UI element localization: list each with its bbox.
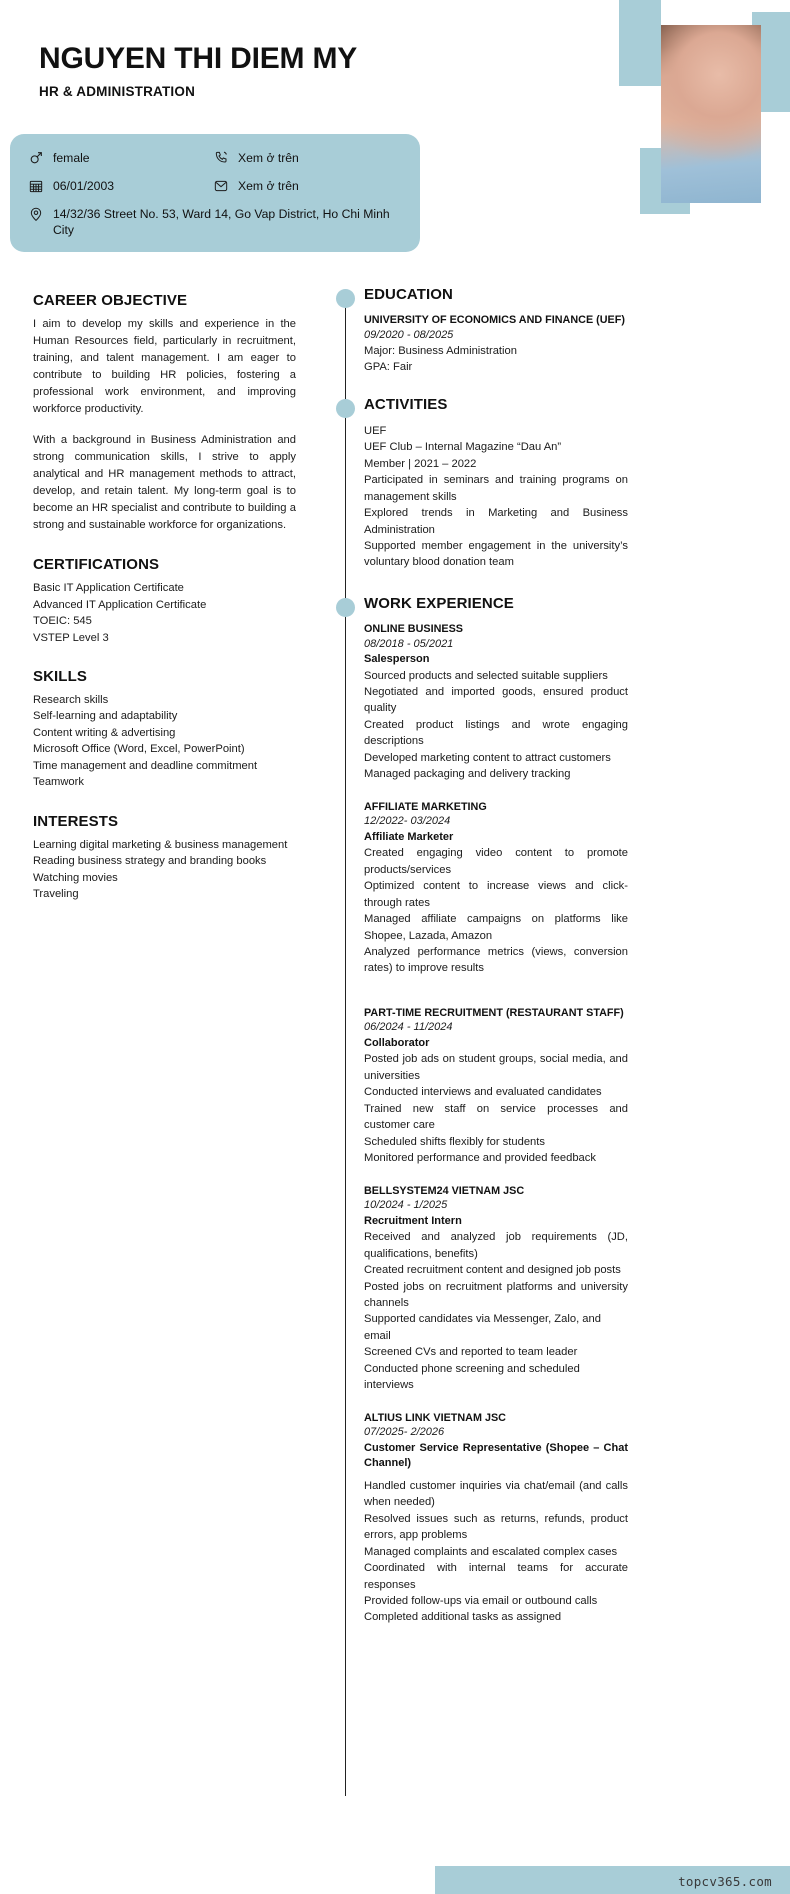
timeline-dot-education [336,289,355,308]
work-date: 07/2025- 2/2026 [364,1426,445,1439]
list-item: Reading business strategy and branding books [33,855,267,868]
contact-birthdate-value: 06/01/2003 [53,179,114,194]
work-role: Collaborator [364,1036,430,1049]
work-entry [364,800,628,977]
section-education [364,286,628,376]
work-date: 12/2022- 03/2024 [364,815,451,828]
work-bullets [364,1478,628,1626]
work-experience-heading: WORK EXPERIENCE [364,594,514,612]
list-item: Member | 2021 – 2022 [364,457,477,470]
list-item: Basic IT Application Certificate [33,582,184,595]
list-item: Created engaging video content to promote products/services [364,847,628,876]
timeline-line [345,296,346,1796]
work-entry [364,1006,628,1167]
list-item: Microsoft Office (Word, Excel, PowerPoint) [33,743,245,756]
list-item: Created product listings and wrote engaging descriptions [364,718,628,748]
work-role: Customer Service Representative (Shopee – Chat Channel) [364,1441,628,1470]
contact-email-value: Xem ở trên [238,179,299,194]
job-title: HR & ADMINISTRATION [39,84,196,99]
list-item: Screened CVs and reported to team leader [364,1346,578,1359]
list-item: Posted job ads on student groups, social media, and universities [364,1053,628,1082]
list-item: UEF [364,424,387,437]
list-item: Analyzed performance metrics (views, conversion rates) to improve results [364,945,628,975]
contact-address [28,206,402,238]
list-item: Resolved issues such as returns, refunds, product errors, app problems [364,1512,628,1542]
list-item: Traveling [33,888,79,901]
section-work-experience [364,595,628,1626]
contact-birthdate [28,178,213,194]
list-item: Sourced products and selected suitable suppliers [364,669,608,682]
work-org: PART-TIME RECRUITMENT (RESTAURANT STAFF) [364,1006,624,1019]
section-activities [364,396,628,571]
career-objective-paragraph-2: With a background in Business Administration and strong communication skills, I strive to apply analytical and HR management methods to attract, develop, and retain talent. My long-term goal is to become an HR specialist and contribute to building a strong and sustainable workforce for organizations. [33,434,296,532]
list-item: UEF Club – Internal Magazine “Dau An” [364,441,562,454]
education-entry [364,313,628,376]
interests-heading: INTERESTS [33,812,119,830]
list-item: Monitored performance and provided feedback [364,1152,596,1165]
list-item: Trained new staff on service processes and customer care [364,1102,628,1132]
decor-block-top-right [619,0,661,86]
calendar-icon [28,178,44,194]
certifications-heading: CERTIFICATIONS [33,556,160,574]
activities-list [364,423,628,571]
list-item: GPA: Fair [364,361,413,374]
contact-address-value: 14/32/36 Street No. 53, Ward 14, Go Vap District, Ho Chi Minh City [53,207,390,238]
contact-card [10,134,420,252]
left-column [33,292,296,925]
list-item: Content writing & advertising [33,726,176,739]
profile-photo [661,25,761,203]
list-item: Coordinated with internal teams for accurate responses [364,1562,628,1591]
work-entry [364,1411,628,1626]
location-pin-icon [28,206,44,222]
list-item: Managed packaging and delivery tracking [364,768,571,781]
work-role: Affiliate Marketer [364,830,454,843]
section-certifications [33,556,296,646]
list-item: Advanced IT Application Certificate [33,598,207,611]
gender-icon [28,150,44,166]
list-item: Participated in seminars and training programs on management skills [364,474,628,503]
contact-phone[interactable] [213,150,402,166]
list-item: Optimized content to increase views and click-through rates [364,880,628,909]
list-item: Explored trends in Marketing and Business Administration [364,507,628,536]
career-objective-paragraph-1: I aim to develop my skills and experience in the Human Resources field, particularly in recruitment, training, and talent management. I am eager to contribute to building HR policies, fostering a professional work environment, and improving workforce productivity. [33,318,296,416]
work-date: 10/2024 - 1/2025 [364,1199,448,1212]
list-item: Supported candidates via Messenger, Zalo, and email [364,1313,601,1342]
list-item: Handled customer inquiries via chat/email (and calls when needed) [364,1479,628,1509]
skills-heading: SKILLS [33,668,87,685]
timeline-dot-activities [336,399,355,418]
page-title: NGUYEN THI DIEM MY [39,42,358,75]
list-item: VSTEP Level 3 [33,631,109,644]
list-item: Managed complaints and escalated complex cases [364,1545,618,1558]
work-entry [364,622,628,783]
list-item: Learning digital marketing & business management [33,838,288,851]
list-item: Research skills [33,694,109,706]
list-item: Conducted phone screening and scheduled interviews [364,1362,580,1392]
list-item: Major: Business Administration [364,344,517,357]
education-org: UNIVERSITY OF ECONOMICS AND FINANCE (UEF) [364,314,625,326]
work-bullets [364,1229,628,1394]
work-org: AFFILIATE MARKETING [364,800,487,813]
list-item: Watching movies [33,871,118,884]
interests-list [33,837,296,903]
work-bullets [364,668,628,783]
education-date: 09/2020 - 08/2025 [364,328,454,341]
section-interests [33,813,296,903]
list-item: Posted jobs on recruitment platforms and university channels [364,1280,628,1309]
timeline [336,286,628,1626]
list-item: Received and analyzed job requirements (JD, qualifications, benefits) [364,1231,628,1260]
work-org: BELLSYSTEM24 VIETNAM JSC [364,1184,525,1197]
work-date: 08/2018 - 05/2021 [364,637,454,650]
contact-email[interactable] [213,178,402,194]
list-item: Time management and deadline commitment [33,759,258,772]
skills-list [33,692,296,791]
work-role: Salesperson [364,652,430,665]
work-org: ALTIUS LINK VIETNAM JSC [364,1411,506,1424]
work-role: Recruitment Intern [364,1214,462,1227]
work-bullets [364,1051,628,1166]
right-column [336,286,628,1646]
list-item: Negotiated and imported goods, ensured product quality [364,685,628,715]
timeline-dot-work-experience [336,598,355,617]
certifications-list [33,580,296,646]
list-item: Developed marketing content to attract customers [364,751,611,764]
contact-phone-value: Xem ở trên [238,151,299,165]
watermark: topcv365.com [678,1874,772,1889]
contact-gender [28,150,213,166]
list-item: Created recruitment content and designed job posts [364,1264,621,1277]
work-date: 06/2024 - 11/2024 [364,1021,453,1034]
section-skills [33,668,296,791]
section-career-objective [33,292,296,534]
education-detail-list [364,343,628,376]
career-objective-heading: CAREER OBJECTIVE [33,292,188,309]
list-item: Teamwork [33,776,84,789]
list-item: Scheduled shifts flexibly for students [364,1135,545,1148]
education-heading: EDUCATION [364,286,453,303]
list-item: Conducted interviews and evaluated candidates [364,1086,602,1099]
contact-gender-value: female [53,151,90,165]
work-entry [364,1184,628,1394]
list-item: Supported member engagement in the university’s voluntary blood donation team [364,540,628,569]
envelope-icon [213,178,229,194]
work-org: ONLINE BUSINESS [364,622,463,635]
list-item: TOEIC: 545 [33,615,92,628]
activities-heading: ACTIVITIES [364,395,448,413]
work-bullets [364,845,628,977]
phone-icon [213,150,229,166]
list-item: Provided follow-ups via email or outbound calls [364,1595,598,1608]
list-item: Completed additional tasks as assigned [364,1611,562,1624]
list-item: Managed affiliate campaigns on platforms like Shopee, Lazada, Amazon [364,913,628,942]
list-item: Self-learning and adaptability [33,710,178,723]
